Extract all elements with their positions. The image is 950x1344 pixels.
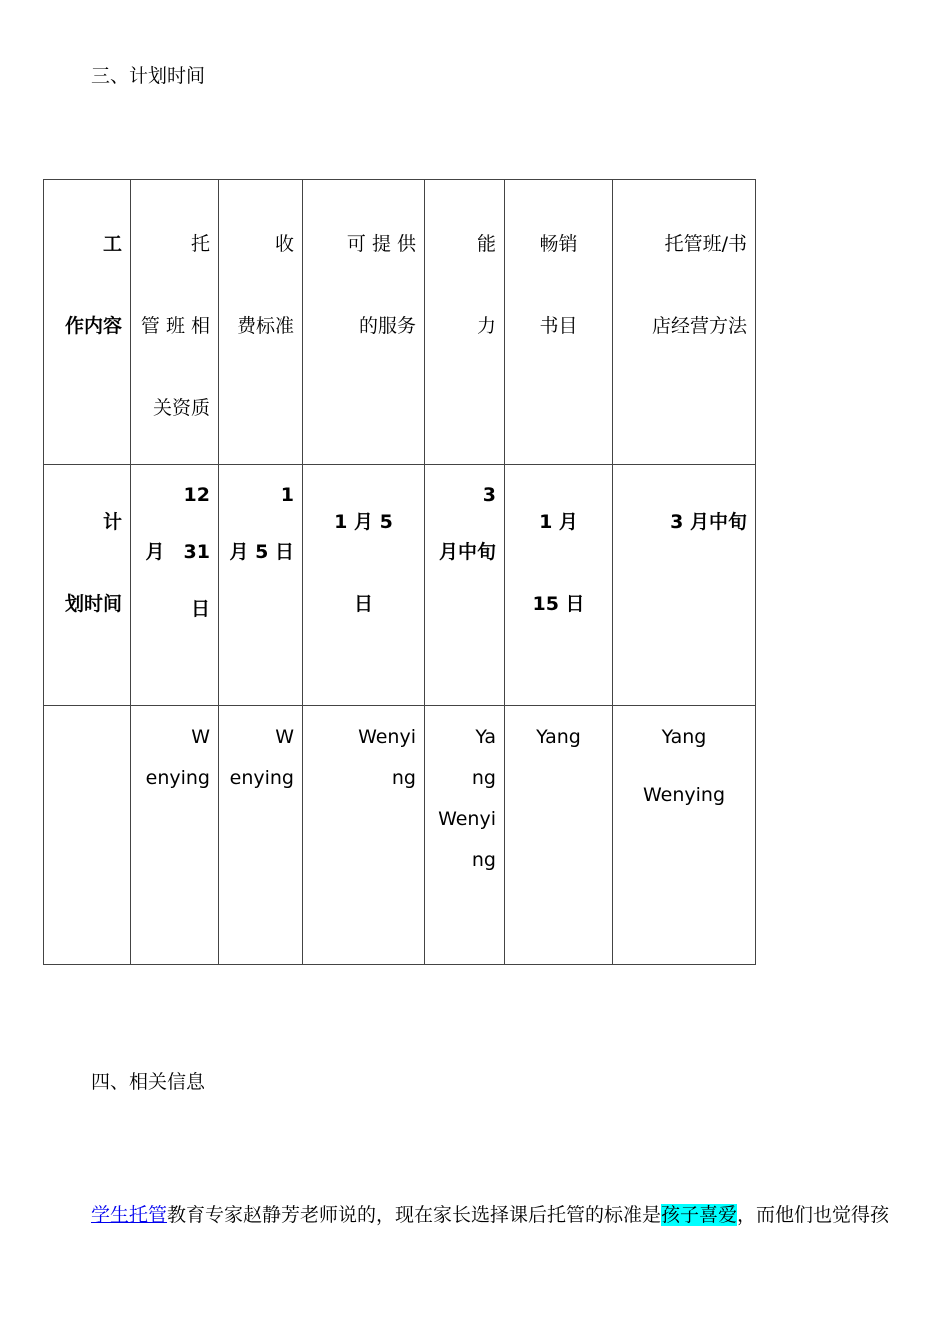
cell-text: 计 划时间	[64, 511, 122, 615]
cell-text: W enying	[229, 726, 294, 789]
table-cell	[219, 180, 303, 465]
cell-text: 托管班/书 店经营方法	[651, 233, 747, 337]
cell-text: 3 月中旬	[438, 484, 496, 563]
cell-text: 可 提 供 的服务	[346, 233, 416, 337]
cell-text	[52, 706, 122, 717]
table-cell	[505, 706, 613, 965]
cell-text: 1 月 15 日	[532, 511, 585, 615]
student-care-link[interactable]: 学生托管	[91, 1204, 168, 1226]
table-cell	[44, 706, 131, 965]
paragraph-text: 教育专家赵静芳老师说的，现在家长选择课后托管的标准是	[167, 1204, 662, 1226]
table-cell	[425, 706, 505, 965]
table-cell	[303, 180, 425, 465]
cell-text: 1 月 5 日	[229, 484, 294, 563]
table-cell	[219, 706, 303, 965]
cell-text: 3 月中旬	[670, 511, 747, 533]
paragraph-text-continued: ，而他们也觉得孩	[737, 1204, 890, 1226]
table-cell	[613, 706, 756, 965]
cell-text: 托 管 班 相 关资质	[140, 233, 210, 419]
cell-text: Yang	[536, 726, 581, 748]
table-cell	[613, 180, 756, 465]
cell-text: 工 作内容	[64, 233, 122, 337]
cell-text: Yang Wenying	[642, 726, 726, 806]
plan-table	[43, 179, 756, 965]
table-cell	[44, 465, 131, 706]
cell-text: 1 月 5 日	[334, 511, 393, 615]
table-cell	[613, 465, 756, 706]
cell-text: W enying	[145, 726, 210, 789]
cell-text: 畅销 书目	[539, 233, 578, 337]
section-heading-related-info: 四、相关信息	[91, 1071, 206, 1093]
table-row-plan-time	[44, 465, 756, 706]
table-cell	[131, 180, 219, 465]
table-cell	[303, 465, 425, 706]
table-cell	[44, 180, 131, 465]
cell-text: 能 力	[476, 233, 496, 337]
table-cell	[505, 465, 613, 706]
table-cell	[219, 465, 303, 706]
cell-text: 收 费标准	[236, 233, 294, 337]
highlighted-text: 孩子喜爱	[661, 1204, 738, 1226]
table-cell	[505, 180, 613, 465]
table-row-person	[44, 706, 756, 965]
table-row-work-content	[44, 180, 756, 465]
cell-text: 12 月 31 日	[145, 484, 210, 620]
cell-text: Wenyi ng	[358, 726, 416, 789]
table-cell	[425, 180, 505, 465]
body-paragraph	[91, 1201, 911, 1229]
table-cell	[131, 706, 219, 965]
section-heading-plan-time: 三、计划时间	[91, 65, 206, 87]
table-cell	[303, 706, 425, 965]
table-cell	[131, 465, 219, 706]
cell-text: Ya ng Wenyi ng	[438, 726, 496, 871]
table-cell	[425, 465, 505, 706]
